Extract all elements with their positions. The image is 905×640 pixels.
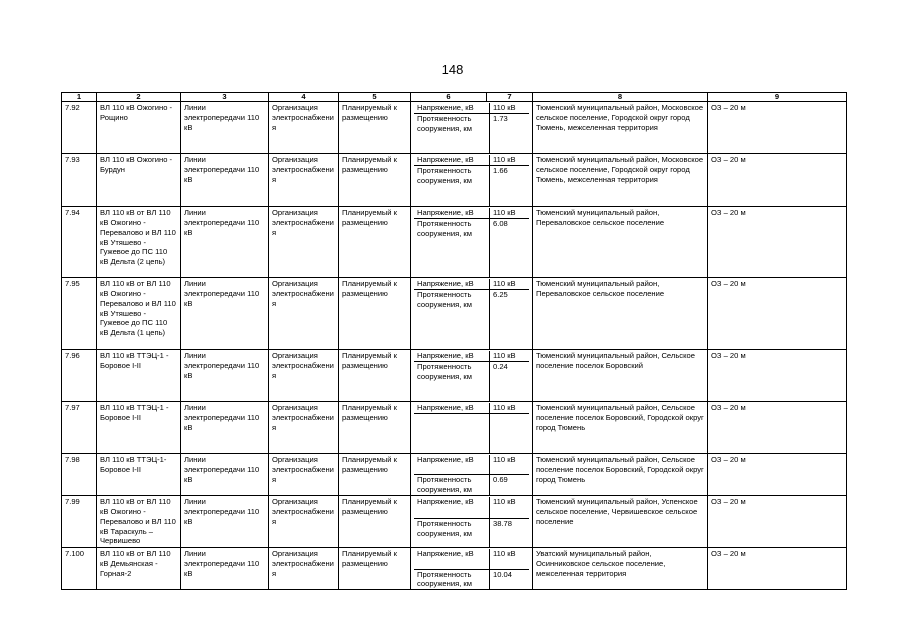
table-row (62, 207, 847, 278)
voltage-row (414, 155, 529, 166)
length-value: 38.78 (493, 518, 513, 528)
length-value (490, 414, 529, 453)
row-number: 7.94 (62, 207, 97, 278)
voltage-row (414, 455, 529, 465)
voltage-value: 110 кВ (493, 279, 516, 288)
column-header: 7 (487, 93, 533, 102)
length-row (414, 219, 529, 277)
voltage-row (414, 549, 529, 559)
object-name: ВЛ 110 кВ ТТЭЦ-1 - Боровое I-II (97, 350, 181, 402)
characteristics-cell (411, 278, 533, 350)
length-label: Протяженность сооружения, км (414, 362, 490, 401)
length-value: 1.73 (493, 113, 508, 123)
object-location: Тюменский муниципальный район, Сельское поселение поселок Боровский (533, 350, 708, 402)
voltage-value: 110 кВ (493, 155, 516, 164)
length-value: 1.66 (493, 165, 508, 175)
column-header: 3 (181, 93, 269, 102)
protection-zone: ОЗ – 20 м (708, 278, 847, 350)
row-number: 7.93 (62, 154, 97, 207)
object-status: Планируемый к размещению (339, 402, 411, 454)
column-header: 4 (269, 93, 339, 102)
row-number: 7.100 (62, 548, 97, 590)
column-header: 5 (339, 93, 411, 102)
voltage-label: Напряжение, кВ (414, 403, 490, 413)
length-label (414, 414, 490, 453)
object-status: Планируемый к размещению (339, 102, 411, 154)
object-purpose: Организация электроснабжения (269, 154, 339, 207)
voltage-value: 110 кВ (493, 403, 516, 412)
voltage-label: Напряжение, кВ (414, 279, 490, 289)
object-location: Уватский муниципальный район, Осинниковское сельское поселение, межселенная территория (533, 548, 708, 590)
object-name: ВЛ 110 кВ от ВЛ 110 кВ Ожогино - Перевалово и ВЛ 110 кВ Утяшево - Гужевое до ПС 110 кВ Дельта (2 цепь) (97, 207, 181, 278)
voltage-value: 110 кВ (493, 351, 516, 360)
characteristics-cell (411, 102, 533, 154)
length-label: Протяженность сооружения, км (414, 570, 490, 590)
length-label: Протяженность сооружения, км (414, 475, 490, 495)
length-value: 10.04 (493, 569, 513, 579)
object-type: Линии электропередачи 110 кВ (181, 496, 269, 548)
voltage-row (414, 208, 529, 219)
voltage-row (414, 403, 529, 414)
length-row (414, 290, 529, 349)
voltage-row (414, 351, 529, 362)
characteristics-cell (411, 496, 533, 548)
voltage-value: 110 кВ (493, 497, 516, 506)
protection-zone: ОЗ – 20 м (708, 154, 847, 207)
voltage-label: Напряжение, кВ (414, 155, 490, 165)
protection-zone: ОЗ – 20 м (708, 496, 847, 548)
characteristics-cell (411, 548, 533, 590)
object-type: Линии электропередачи 110 кВ (181, 278, 269, 350)
table-row (62, 102, 847, 154)
length-value: 6.25 (493, 289, 508, 299)
column-header: 8 (533, 93, 708, 102)
object-type: Линии электропередачи 110 кВ (181, 102, 269, 154)
length-row (414, 475, 529, 495)
characteristics-cell (411, 402, 533, 454)
length-row (414, 570, 529, 590)
length-row (414, 519, 529, 547)
voltage-value: 110 кВ (493, 455, 516, 464)
object-purpose: Организация электроснабжения (269, 496, 339, 548)
length-row (414, 414, 529, 453)
voltage-value: 110 кВ (493, 549, 516, 559)
length-value: 0.24 (493, 361, 508, 371)
voltage-label: Напряжение, кВ (414, 351, 490, 361)
object-status: Планируемый к размещению (339, 548, 411, 590)
object-purpose: Организация электроснабжения (269, 207, 339, 278)
voltage-row (414, 103, 529, 114)
object-location: Тюменский муниципальный район, Сельское поселение поселок Боровский, Городской округ город Тюмень (533, 402, 708, 454)
planned-objects-table (61, 92, 847, 590)
protection-zone: ОЗ – 20 м (708, 350, 847, 402)
protection-zone: ОЗ – 20 м (708, 402, 847, 454)
protection-zone: ОЗ – 20 м (708, 454, 847, 496)
voltage-value: 110 кВ (493, 103, 516, 112)
object-location: Тюменский муниципальный район, Сельское поселение поселок Боровский, Городской округ город Тюмень (533, 454, 708, 496)
object-name: ВЛ 110 кВ от ВЛ 110 кВ Демьянская - Горная-2 (97, 548, 181, 590)
row-number: 7.96 (62, 350, 97, 402)
row-number: 7.92 (62, 102, 97, 154)
table-row (62, 278, 847, 350)
length-label: Протяженность сооружения, км (414, 290, 490, 349)
object-type: Линии электропередачи 110 кВ (181, 207, 269, 278)
object-type: Линии электропередачи 110 кВ (181, 454, 269, 496)
object-name: ВЛ 110 кВ Ожогино - Рощино (97, 102, 181, 154)
object-status: Планируемый к размещению (339, 278, 411, 350)
row-number: 7.97 (62, 402, 97, 454)
protection-zone: ОЗ – 20 м (708, 548, 847, 590)
table-row (62, 496, 847, 548)
object-location: Тюменский муниципальный район, Переваловское сельское поселение (533, 278, 708, 350)
object-location: Тюменский муниципальный район, Успенское сельское поселение, Червишевское сельское поселение (533, 496, 708, 548)
row-number: 7.95 (62, 278, 97, 350)
object-location: Тюменский муниципальный район, Московское сельское поселение, Городской округ город Тюмень, межселенная территория (533, 102, 708, 154)
length-row (414, 362, 529, 401)
voltage-row (414, 497, 529, 507)
object-location: Тюменский муниципальный район, Переваловское сельское поселение (533, 207, 708, 278)
page-number: 148 (441, 62, 464, 77)
length-label: Протяженность сооружения, км (414, 114, 490, 153)
voltage-label: Напряжение, кВ (414, 455, 490, 465)
characteristics-cell (411, 207, 533, 278)
object-type: Линии электропередачи 110 кВ (181, 548, 269, 590)
spacer-row (414, 559, 529, 569)
length-row (414, 114, 529, 153)
object-purpose: Организация электроснабжения (269, 278, 339, 350)
object-status: Планируемый к размещению (339, 207, 411, 278)
voltage-row (414, 279, 529, 290)
object-name: ВЛ 110 кВ ТТЭЦ-1 - Боровое I-II (97, 402, 181, 454)
protection-zone: ОЗ – 20 м (708, 102, 847, 154)
column-header: 9 (708, 93, 847, 102)
object-type: Линии электропередачи 110 кВ (181, 154, 269, 207)
object-location: Тюменский муниципальный район, Московское сельское поселение, Городской округ город Тюмень, межселенная территория (533, 154, 708, 207)
object-name: ВЛ 110 кВ от ВЛ 110 кВ Ожогино - Перевалово и ВЛ 110 кВ Утяшево - Гужевое до ПС 110 кВ Дельта (1 цепь) (97, 278, 181, 350)
object-name: ВЛ 110 кВ от ВЛ 110 кВ Ожогино - Перевалово и ВЛ 110 кВ Тараскуль – Червишево (97, 496, 181, 548)
object-type: Линии электропередачи 110 кВ (181, 402, 269, 454)
row-number: 7.99 (62, 496, 97, 548)
object-purpose: Организация электроснабжения (269, 548, 339, 590)
table-row (62, 548, 847, 590)
object-purpose: Организация электроснабжения (269, 350, 339, 402)
table-body (62, 102, 847, 590)
voltage-label: Напряжение, кВ (414, 208, 490, 218)
characteristics-cell (411, 454, 533, 496)
table-row (62, 402, 847, 454)
voltage-label: Напряжение, кВ (414, 103, 490, 113)
spacer-row (414, 507, 529, 519)
object-purpose: Организация электроснабжения (269, 454, 339, 496)
voltage-label: Напряжение, кВ (414, 549, 490, 559)
voltage-label: Напряжение, кВ (414, 497, 490, 507)
object-status: Планируемый к размещению (339, 154, 411, 207)
length-label: Протяженность сооружения, км (414, 166, 490, 206)
protection-zone: ОЗ – 20 м (708, 207, 847, 278)
table-row (62, 454, 847, 496)
object-status: Планируемый к размещению (339, 454, 411, 496)
table-row (62, 154, 847, 207)
object-status: Планируемый к размещению (339, 350, 411, 402)
length-value: 0.69 (493, 475, 508, 485)
length-label: Протяженность сооружения, км (414, 519, 490, 547)
object-purpose: Организация электроснабжения (269, 102, 339, 154)
column-header: 6 (411, 93, 487, 102)
characteristics-cell (411, 350, 533, 402)
object-name: ВЛ 110 кВ Ожогино - Бурдун (97, 154, 181, 207)
length-value: 6.08 (493, 218, 508, 228)
object-purpose: Организация электроснабжения (269, 402, 339, 454)
characteristics-cell (411, 154, 533, 207)
object-status: Планируемый к размещению (339, 496, 411, 548)
header-row (62, 93, 847, 102)
object-type: Линии электропередачи 110 кВ (181, 350, 269, 402)
spacer-row (414, 465, 529, 475)
length-label: Протяженность сооружения, км (414, 219, 490, 277)
length-row (414, 166, 529, 206)
row-number: 7.98 (62, 454, 97, 496)
object-name: ВЛ 110 кВ ТТЭЦ-1-Боровое I-II (97, 454, 181, 496)
table-row (62, 350, 847, 402)
column-header: 1 (62, 93, 97, 102)
voltage-value: 110 кВ (493, 208, 516, 217)
column-header: 2 (97, 93, 181, 102)
